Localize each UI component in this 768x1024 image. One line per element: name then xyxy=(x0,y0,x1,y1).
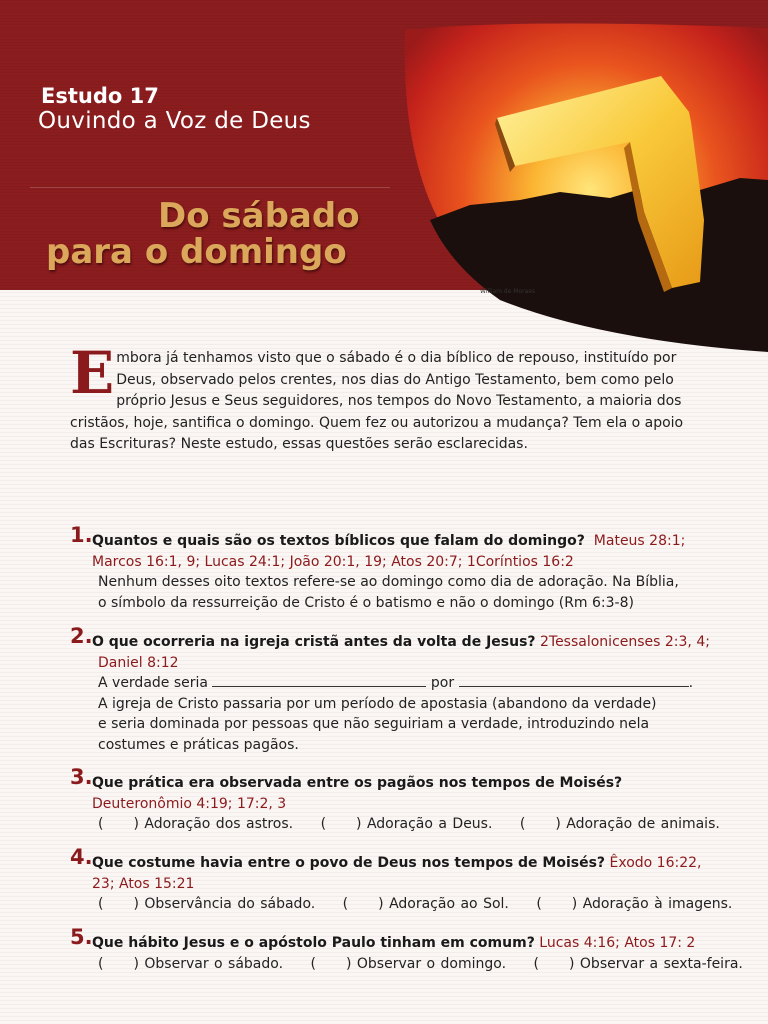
bible-reference-continued: Daniel 8:12 xyxy=(98,654,179,671)
answer-blank-1[interactable] xyxy=(212,673,426,687)
option[interactable] xyxy=(536,896,732,912)
option-label: Adoração ao Sol. xyxy=(389,896,509,912)
question-5 xyxy=(70,925,743,974)
answer-line: Nenhum desses oito textos refere-se ao domingo como dia de adoração. Na Bíblia, xyxy=(98,574,679,590)
question-number: 2. xyxy=(70,624,93,648)
question-number: 1. xyxy=(70,523,93,547)
question-text: Quantos e quais são os textos bíblicos que falam do domingo? xyxy=(92,533,585,549)
answer-line: A igreja de Cristo passaria por um período de apostasia (abandono da verdade) xyxy=(98,695,657,712)
option[interactable] xyxy=(98,816,293,832)
bible-reference: Lucas 4:16; Atos 17: 2 xyxy=(539,935,696,951)
checkbox-close: ) xyxy=(356,816,362,832)
option-label: Adoração a Deus. xyxy=(366,816,493,832)
question-number: 5. xyxy=(70,925,93,949)
answer-line: e seria dominada por pessoas que não seguiriam a verdade, introduzindo nela xyxy=(98,716,650,732)
option-label: Observar o domingo. xyxy=(356,955,507,972)
header-banner xyxy=(0,0,768,290)
question-3 xyxy=(70,765,720,835)
fill-mid: por xyxy=(430,675,455,691)
fill-end: . xyxy=(688,675,694,691)
bible-reference-continued: Deuteronômio 4:19; 17:2, 3 xyxy=(92,795,287,812)
bible-reference-continued: Marcos 16:1, 9; Lucas 24:1; João 20:1, 19; Atos 20:7; 1Coríntios 16:2 xyxy=(92,553,574,570)
option-label: Observância do sábado. xyxy=(144,896,316,912)
question-text: Que costume havia entre o povo de Deus nos tempos de Moisés? xyxy=(92,855,606,871)
option[interactable] xyxy=(98,896,315,912)
drop-cap: E xyxy=(70,339,115,407)
options-row xyxy=(98,954,743,975)
options-row xyxy=(98,814,720,835)
intro-paragraph xyxy=(70,339,710,456)
question-text: O que ocorreria na igreja cristã antes da volta de Jesus? xyxy=(92,634,536,650)
title-line-1: Do sábado xyxy=(158,196,360,236)
option-label: Observar o sábado. xyxy=(144,955,284,972)
checkbox-open: ( xyxy=(98,896,104,912)
checkbox-close: ) xyxy=(378,896,384,912)
options-row xyxy=(98,894,733,915)
option-label: Adoração de animais. xyxy=(566,816,720,832)
checkbox-close: ) xyxy=(133,816,139,832)
option-label: Observar a sexta-feira. xyxy=(579,955,743,972)
question-text: Que hábito Jesus e o apóstolo Paulo tinham em comum? xyxy=(92,935,535,951)
question-number: 3. xyxy=(70,765,93,789)
title-line-2: para o domingo xyxy=(46,232,347,272)
bible-reference: 2Tessalonicenses 2:3, 4; xyxy=(539,634,710,650)
answer-line: o símbolo da ressurreição de Cristo é o batismo e não o domingo (Rm 6:3-8) xyxy=(98,594,634,611)
option[interactable] xyxy=(343,896,509,912)
checkbox-close: ) xyxy=(568,955,575,972)
checkbox-open: ( xyxy=(519,816,526,832)
option[interactable] xyxy=(98,956,283,972)
bible-reference: Êxodo 16:22, xyxy=(609,855,702,871)
checkbox-close: ) xyxy=(571,896,578,912)
checkbox-open: ( xyxy=(98,816,104,832)
option[interactable] xyxy=(520,816,720,832)
checkbox-close: ) xyxy=(555,816,561,832)
question-text: Que prática era observada entre os pagãos nos tempos de Moisés? xyxy=(92,775,623,791)
header-divider xyxy=(30,187,390,188)
study-number: Estudo 17 xyxy=(41,84,159,108)
question-4 xyxy=(70,845,733,915)
checkbox-open: ( xyxy=(533,955,539,972)
checkbox-close: ) xyxy=(345,955,352,972)
number-seven-illustration xyxy=(0,0,768,380)
photo-credit: William de Moraes xyxy=(480,288,536,295)
study-subtitle: Ouvindo a Voz de Deus xyxy=(38,108,311,134)
answer-line: costumes e práticas pagãos. xyxy=(98,736,299,753)
option[interactable] xyxy=(321,816,493,832)
checkbox-close: ) xyxy=(133,896,139,912)
page-title xyxy=(46,198,360,270)
bible-reference: Mateus 28:1; xyxy=(593,533,686,549)
fill-prefix: A verdade seria xyxy=(98,675,208,691)
checkbox-open: ( xyxy=(536,896,542,912)
checkbox-open: ( xyxy=(342,896,349,912)
option[interactable] xyxy=(311,956,507,972)
question-number: 4. xyxy=(70,845,93,869)
option-label: Adoração à imagens. xyxy=(582,896,733,912)
checkbox-open: ( xyxy=(310,955,316,972)
intro-text: mbora já tenhamos visto que o sábado é o dia bíblico de repouso, instituído por Deus, observado pelos crentes, nos dias do Antigo Testamento, bem como pelo próprio Jesus e Seus seguidores, nos tempos do Novo Testamento, a maioria dos cristãos, hoje, santifica o domingo. Quem fez ou autorizou a mudança? Tem ela o apoio das Escrituras? Neste estudo, essas questões serão esclarecidas. xyxy=(70,350,684,452)
question-1 xyxy=(70,523,710,613)
question-2 xyxy=(70,624,710,755)
checkbox-close: ) xyxy=(133,955,139,972)
fill-in-line xyxy=(98,673,710,694)
checkbox-open: ( xyxy=(98,955,104,972)
option-label: Adoração dos astros. xyxy=(144,816,294,832)
answer-blank-2[interactable] xyxy=(459,673,689,687)
checkbox-open: ( xyxy=(320,816,327,832)
option[interactable] xyxy=(534,956,743,972)
bible-reference-continued: 23; Atos 15:21 xyxy=(92,875,195,892)
